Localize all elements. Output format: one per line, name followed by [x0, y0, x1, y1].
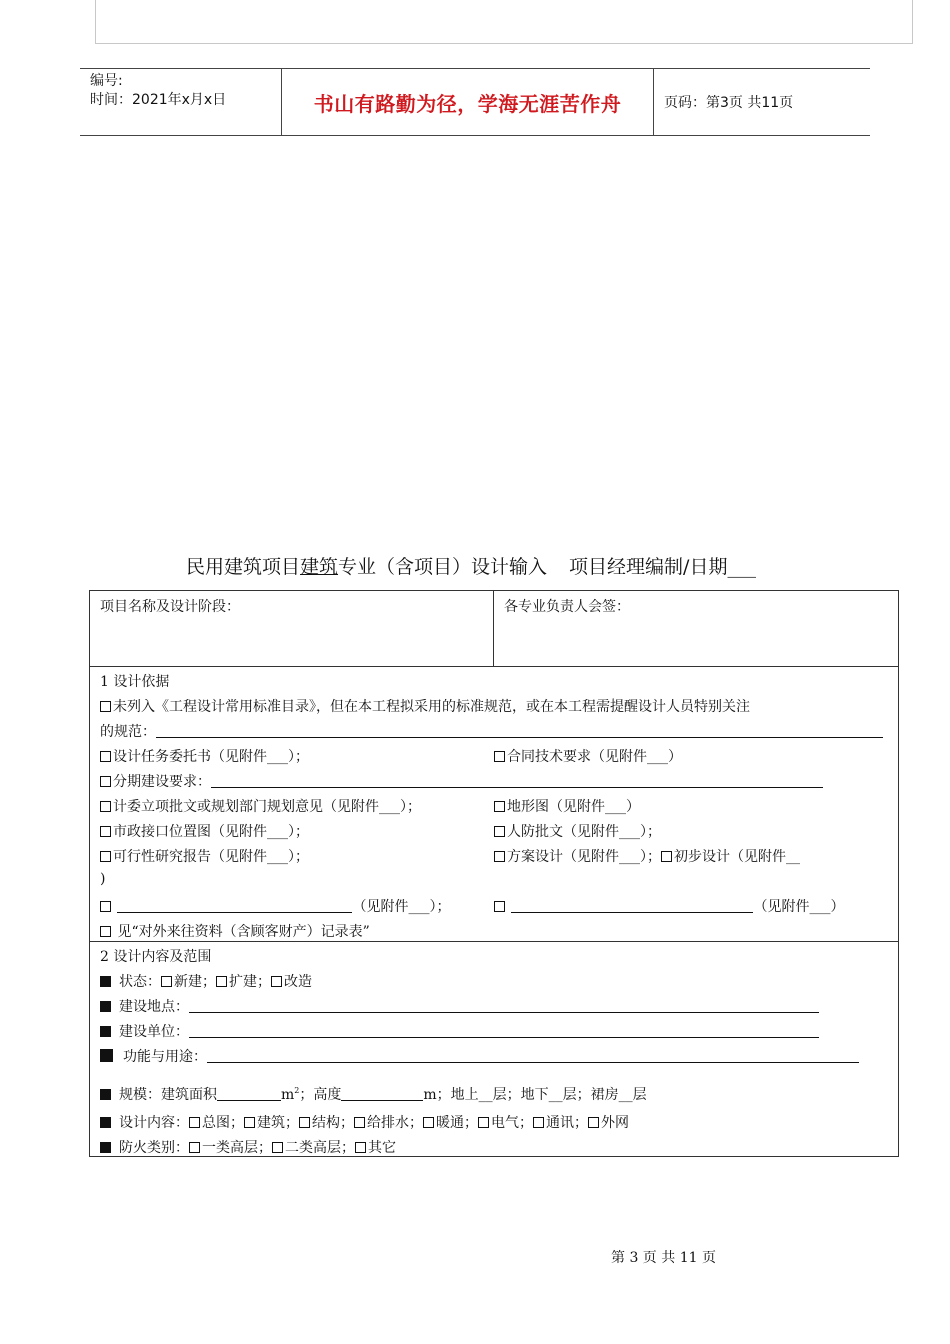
- s2-unit: 建设单位：: [100, 1021, 819, 1041]
- s1-line7b: 方案设计（见附件___）； 初步设计（见附件__: [494, 846, 800, 866]
- bullet-icon: [100, 1026, 111, 1037]
- s1-line5a: 计委立项批文或规划部门规划意见（见附件___）；: [100, 796, 421, 816]
- s2-fire: 防火类别： 一类高层； 二类高层； 其它: [100, 1137, 396, 1157]
- time-label: 时间：2021年x月x日: [90, 92, 227, 108]
- s1-line9b: （见附件___）: [494, 896, 844, 916]
- checkbox[interactable]: [478, 1117, 489, 1128]
- checkbox[interactable]: [494, 801, 505, 812]
- title-part2: 建筑: [300, 556, 339, 578]
- checkbox[interactable]: [494, 826, 505, 837]
- checkbox[interactable]: [354, 1117, 365, 1128]
- s2-function: 功能与用途：: [100, 1046, 859, 1066]
- other-doc-blank[interactable]: [511, 899, 753, 913]
- s1-line5b: 地形图（见附件___）: [494, 796, 640, 816]
- phasing-blank[interactable]: [211, 774, 823, 788]
- top-frame: [95, 0, 913, 44]
- document-title: [186, 552, 886, 582]
- checkbox[interactable]: [588, 1117, 599, 1128]
- function-blank[interactable]: [207, 1049, 859, 1063]
- project-name-cell[interactable]: 项目名称及设计阶段：: [90, 591, 494, 666]
- form-row-project: [90, 591, 898, 667]
- s1-line1: 未列入《工程设计常用标准目录》，但在本工程拟采用的标准规范，或在本工程需提醒设计人员特别关注: [100, 696, 750, 716]
- checkbox[interactable]: [100, 701, 111, 712]
- s1-line6b: 人防批文（见附件___）；: [494, 821, 661, 841]
- title-part3: 专业（含项目）设计输入: [338, 556, 548, 578]
- page-header: [80, 68, 870, 136]
- s1-line2: 的规范：: [100, 721, 886, 741]
- s1-line6a: 市政接口位置图（见附件___）；: [100, 821, 309, 841]
- checkbox[interactable]: [100, 776, 111, 787]
- bullet-icon: [100, 976, 111, 987]
- bullet-icon: [100, 1117, 111, 1128]
- area-blank[interactable]: [217, 1087, 281, 1101]
- page-footer: 第 3 页 共 11 页: [611, 1250, 716, 1266]
- standard-blank[interactable]: [156, 724, 883, 738]
- other-doc-blank[interactable]: [117, 899, 352, 913]
- s1-line8: ): [100, 871, 106, 887]
- s1-line10: 见“对外来往资料（含顾客财产）记录表”: [100, 921, 370, 941]
- checkbox[interactable]: [661, 851, 672, 862]
- checkbox[interactable]: [355, 1142, 366, 1153]
- checkbox[interactable]: [533, 1117, 544, 1128]
- s2-content: 设计内容： 总图； 建筑； 结构； 给排水； 暖通； 电气； 通讯； 外网: [100, 1112, 629, 1132]
- checkbox[interactable]: [272, 1142, 283, 1153]
- unit-blank[interactable]: [189, 1024, 819, 1038]
- s2-status: 状态： 新建； 扩建； 改造: [100, 971, 312, 991]
- section2-heading: 2 设计内容及范围: [100, 949, 212, 965]
- checkbox[interactable]: [244, 1117, 255, 1128]
- s1-line3a: 设计任务委托书（见附件___）；: [100, 746, 309, 766]
- checkbox[interactable]: [100, 826, 111, 837]
- checkbox[interactable]: [100, 801, 111, 812]
- bullet-icon: [100, 1049, 113, 1062]
- s1-line9a: （见附件___）；: [100, 896, 450, 916]
- title-part1: 民用建筑项目: [186, 556, 301, 578]
- bullet-icon: [100, 1089, 111, 1100]
- title-manager-date: 项目经理编制/日期___: [569, 556, 756, 578]
- height-blank[interactable]: [341, 1087, 423, 1101]
- number-label: 编号:: [90, 73, 123, 89]
- s1-line7a: 可行性研究报告（见附件___）；: [100, 846, 309, 866]
- s2-scale: 规模：建筑面积 $m^2$；高度 m；地上__层；地下__层；裙房__层: [100, 1084, 647, 1104]
- s2-site: 建设地点：: [100, 996, 819, 1016]
- checkbox[interactable]: [100, 926, 111, 937]
- checkbox[interactable]: [161, 976, 172, 987]
- bullet-icon: [100, 1001, 111, 1012]
- section1-heading: 1 设计依据: [100, 674, 170, 690]
- s1-line4: 分期建设要求：: [100, 771, 823, 791]
- checkbox[interactable]: [100, 751, 111, 762]
- checkbox[interactable]: [494, 851, 505, 862]
- section-divider: [90, 941, 898, 942]
- checkbox[interactable]: [271, 976, 282, 987]
- header-page-label: 页码：第3页 共11页: [664, 95, 794, 111]
- design-input-form: [89, 590, 899, 1157]
- bullet-icon: [100, 1142, 111, 1153]
- checkbox[interactable]: [189, 1142, 200, 1153]
- header-meta: [80, 69, 282, 135]
- header-motto: 书山有路勤为径，学海无涯苦作舟: [282, 69, 654, 135]
- s1-line3b: 合同技术要求（见附件___）: [494, 746, 682, 766]
- checkbox[interactable]: [216, 976, 227, 987]
- checkbox[interactable]: [189, 1117, 200, 1128]
- checkbox[interactable]: [423, 1117, 434, 1128]
- checkbox[interactable]: [494, 751, 505, 762]
- checkbox[interactable]: [100, 851, 111, 862]
- site-blank[interactable]: [189, 999, 819, 1013]
- checkbox[interactable]: [494, 901, 505, 912]
- countersign-cell[interactable]: 各专业负责人会签：: [504, 599, 630, 615]
- checkbox[interactable]: [299, 1117, 310, 1128]
- checkbox[interactable]: [100, 901, 111, 912]
